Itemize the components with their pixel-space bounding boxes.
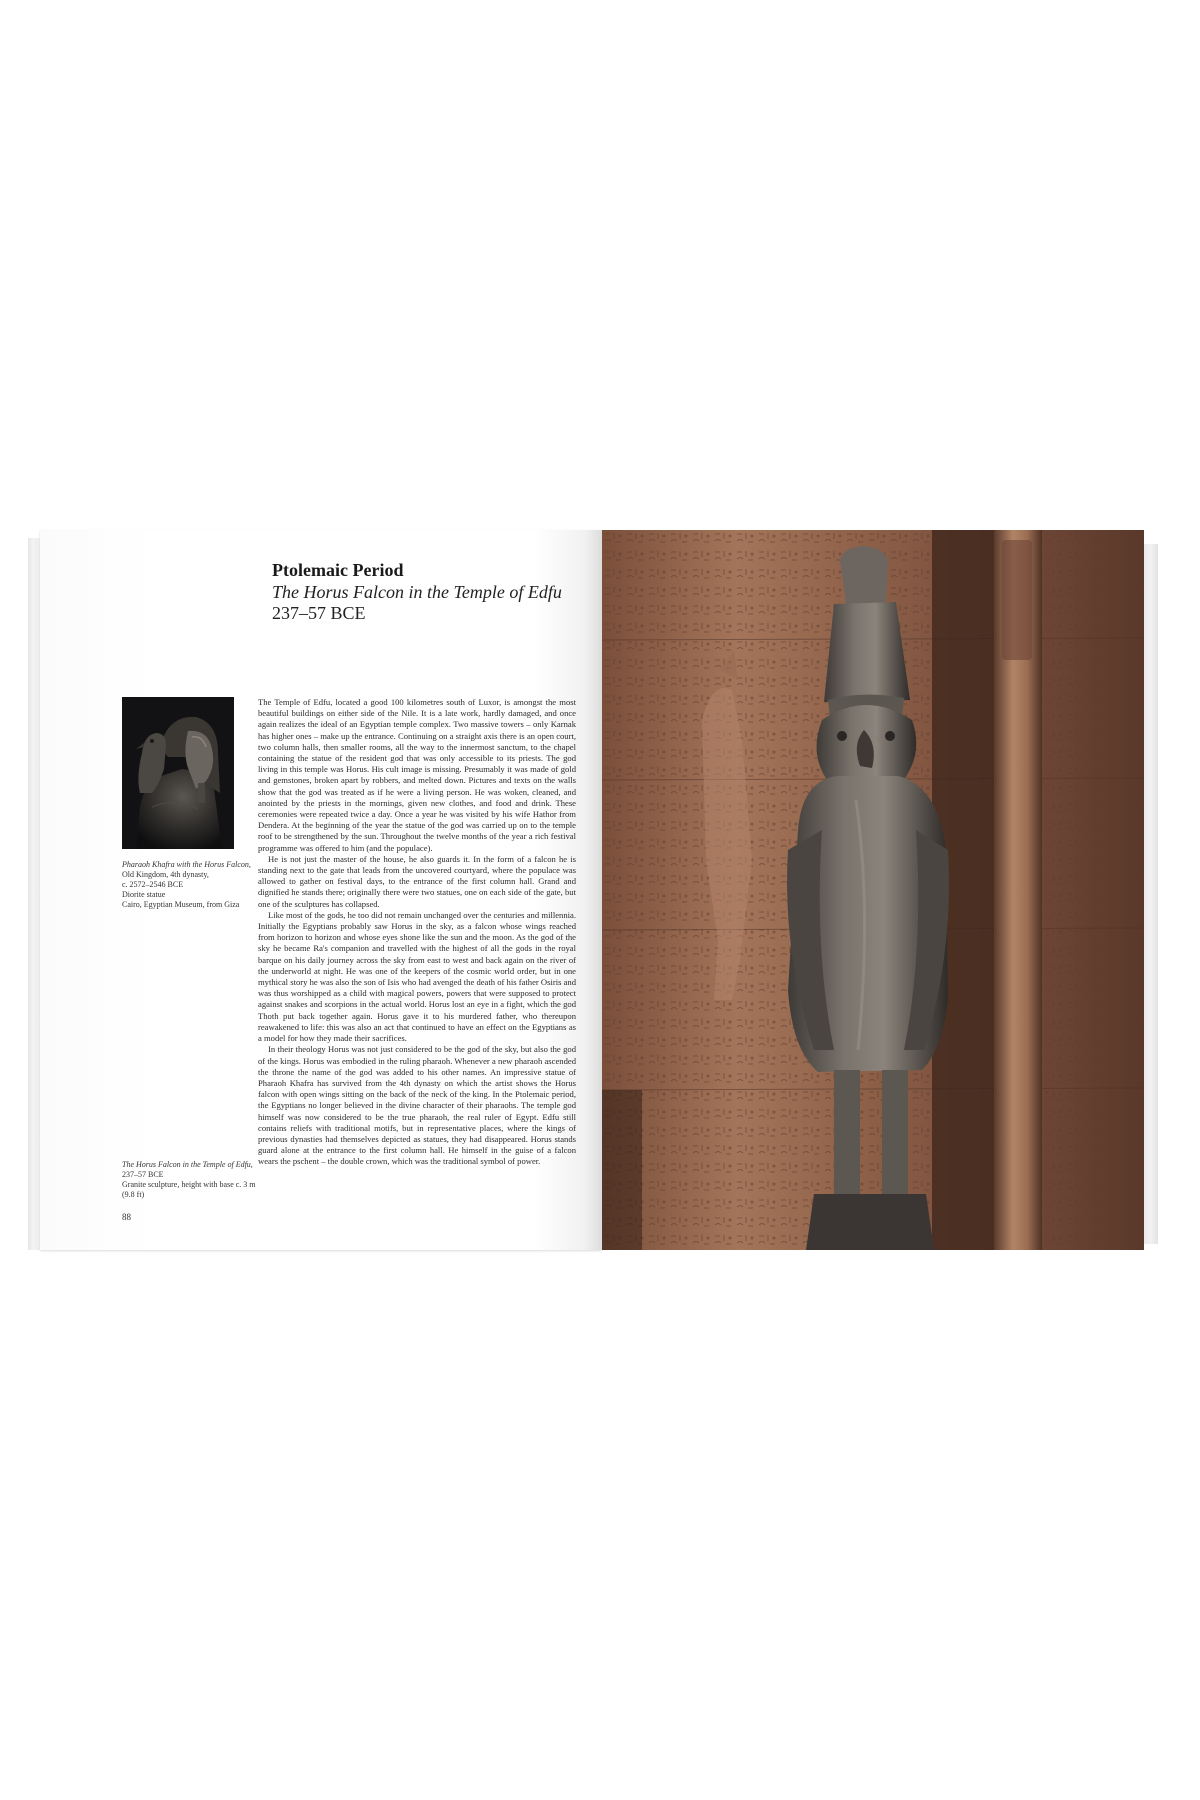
khafra-caption-line: Old Kingdom, 4th dynasty,: [122, 870, 209, 879]
right-page-edges: [1144, 544, 1158, 1244]
heading-subtitle: The Horus Falcon in the Temple of Edfu: [272, 582, 562, 602]
horus-falcon-photo: [602, 530, 1144, 1250]
body-paragraph: He is not just the master of the house, he also guards it. In the form of a falcon he is standing next to the gate that leads from the uncovered courtyard, where the populace was allowed to gather on festival days, to the entrance of the first column hall. Grand and dignified he stands there; originally there were two statues, one on each side of the gate, but one of the sculptures has collapsed.: [258, 853, 576, 909]
chapter-heading: [272, 560, 592, 624]
page-number: 88: [122, 1212, 131, 1222]
khafra-caption-line: Cairo, Egyptian Museum, from Giza: [122, 900, 240, 909]
left-page: [40, 530, 602, 1250]
khafra-caption-title: Pharaoh Khafra with the Horus Falcon,: [122, 860, 251, 869]
heading-date: 237–57 BCE: [272, 603, 366, 623]
heading-title: Ptolemaic Period: [272, 560, 404, 580]
khafra-statue-photo: [122, 697, 234, 849]
open-book: [28, 530, 1158, 1250]
article-body: [258, 697, 576, 1168]
horus-falcon-image: [602, 530, 1144, 1250]
body-paragraph: Like most of the gods, he too did not remain unchanged over the centuries and millennia. Initially the Egyptians probably saw Horus in the sky, as a falcon whose wings reached from horizon to horizon and whose eyes shone like the sun and the moon. As the god of the sky he became Ra's companion and travelled with the highest of all the gods in the royal barque on his daily journey across the sky from east to west and back again on the river of the underworld at night. He was one of the keepers of the cosmic world order, but in one mythical story he was also the son of Isis who had avenged the death of his father Osiris and was thus worshipped as a child with magical powers, powers that were supposed to protect against snakes and scorpions in the actual world. Horus lost an eye in a fight, which the god Thoth put back together again. Horus gave it to his murdered father, who thereupon reawakened to life: this was also an act that continued to have an effect on the Egyptians as a model for how they made their sacrifices.: [258, 909, 576, 1044]
body-paragraph: In their theology Horus was not just considered to be the god of the sky, but also the god of the kings. Horus was embodied in the ruling pharaoh. Whenever a new pharaoh ascended the throne the name of the god was added to his other names. An impressive statue of Pharaoh Khafra has survived from the 4th dynasty on which the artist shows the Horus falcon with open wings sitting on the back of the neck of the king. In the Ptolemaic period, the Egyptians no longer believed in the divine character of their pharaohs. The temple god himself was now considered to be the true pharaoh, the real ruler of Egypt. Edfu still contains reliefs with traditional motifs, but in representative places, where the kings of previous dynasties had themselves depicted as statues, they had disappeared. Horus stands guard alone at the entrance to the first column hall. He himself in the guise of a falcon wears the pschent – the double crown, which was the traditional symbol of power.: [258, 1044, 576, 1167]
khafra-caption-line: Diorite statue: [122, 890, 166, 899]
falcon-caption: [122, 1160, 262, 1200]
khafra-statue-image: [122, 697, 234, 849]
body-paragraph: The Temple of Edfu, located a good 100 kilometres south of Luxor, is amongst the most beautiful buildings on either side of the Nile. It is a late work, hardly damaged, and once again realizes the ideal of an Egyptian temple complex. Two massive towers – only Karnak has higher ones – make up the entrance. Continuing on a straight axis there is an open court, two column halls, then smaller rooms, all the way to the innermost sanctum, to the chapel containing the statue of the resident god that was only accessible to its priests. The god living in this temple was Horus. His cult image is missing. Presumably it was made of gold and gemstones, broken apart by robbers, and melted down. Pictures and texts on the walls show that the god was treated as if he were a living person. He was woken, cleaned, and anointed by the priests in the mornings, given new clothes, and food and drink. These ceremonies were repeated twice a day. Once a year he was visited by his wife Hathor from Dendera. At the beginning of the year the statue of the god was carried up on to the temple roof to be strengthened by the sun. Throughout the twelve months of the year a rich festival programme was offered to him (and the populace).: [258, 697, 576, 853]
khafra-caption-line: c. 2572–2546 BCE: [122, 880, 184, 889]
falcon-caption-title: The Horus Falcon in the Temple of Edfu,: [122, 1160, 253, 1169]
falcon-caption-line: 237–57 BCE: [122, 1170, 164, 1179]
khafra-caption: [122, 860, 262, 910]
falcon-caption-line: Granite sculpture, height with base c. 3 m (9.8 ft): [122, 1180, 256, 1199]
